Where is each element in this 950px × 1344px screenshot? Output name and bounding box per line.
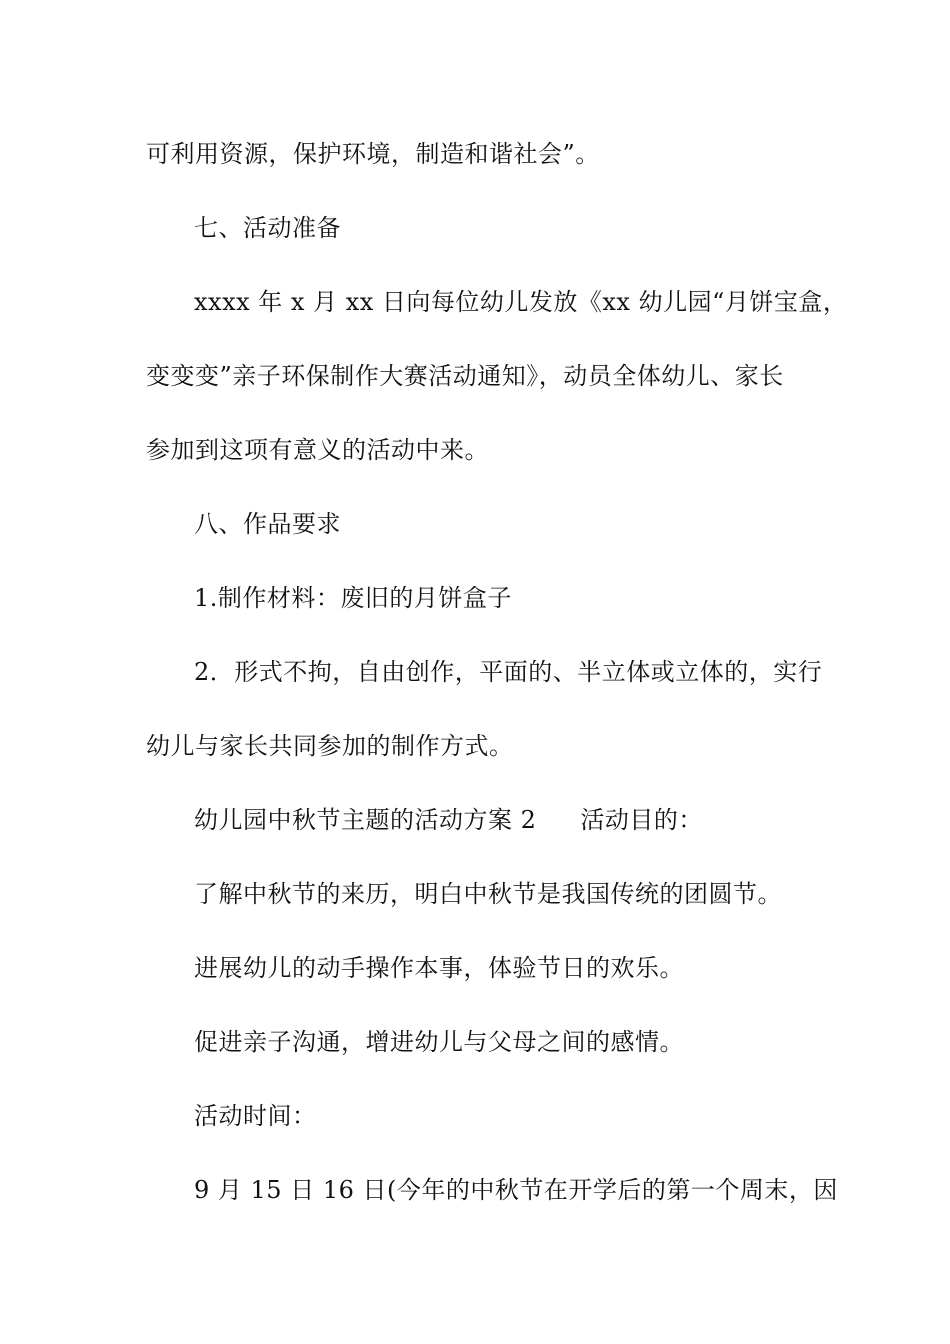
paragraph-line: 9 月 15 日 16 日(今年的中秋节在开学后的第一个周末，因 (194, 1176, 838, 1204)
paragraph-line: 进展幼儿的动手操作本事，体验节日的欢乐。 (194, 954, 684, 982)
paragraph-line: 变变变”亲子环保制作大赛活动通知》，动员全体幼儿、家长 (146, 362, 784, 390)
list-item: 2．形式不拘，自由创作，平面的、半立体或立体的，实行 (194, 658, 823, 686)
section-heading-preparation: 七、活动准备 (194, 214, 341, 242)
plan-title-line (194, 804, 816, 836)
purpose-heading: 活动目的： (580, 806, 703, 834)
section-heading-requirements: 八、作品要求 (194, 510, 341, 538)
paragraph-line: 参加到这项有意义的活动中来。 (146, 436, 489, 464)
paragraph-line: 促进亲子沟通，增进幼儿与父母之间的感情。 (194, 1028, 684, 1056)
paragraph-line: xxxx 年 x 月 xx 日向每位幼儿发放《xx 幼儿园“月饼宝盒， (194, 288, 848, 316)
paragraph-line: 了解中秋节的来历，明白中秋节是我国传统的团圆节。 (194, 880, 782, 908)
plan-title: 幼儿园中秋节主题的活动方案 2 (194, 806, 537, 834)
time-heading: 活动时间： (194, 1102, 317, 1130)
paragraph-line: 可利用资源，保护环境，制造和谐社会”。 (146, 140, 600, 168)
list-item: 1.制作材料：废旧的月饼盒子 (194, 584, 512, 612)
paragraph-line: 幼儿与家长共同参加的制作方式。 (146, 732, 514, 760)
